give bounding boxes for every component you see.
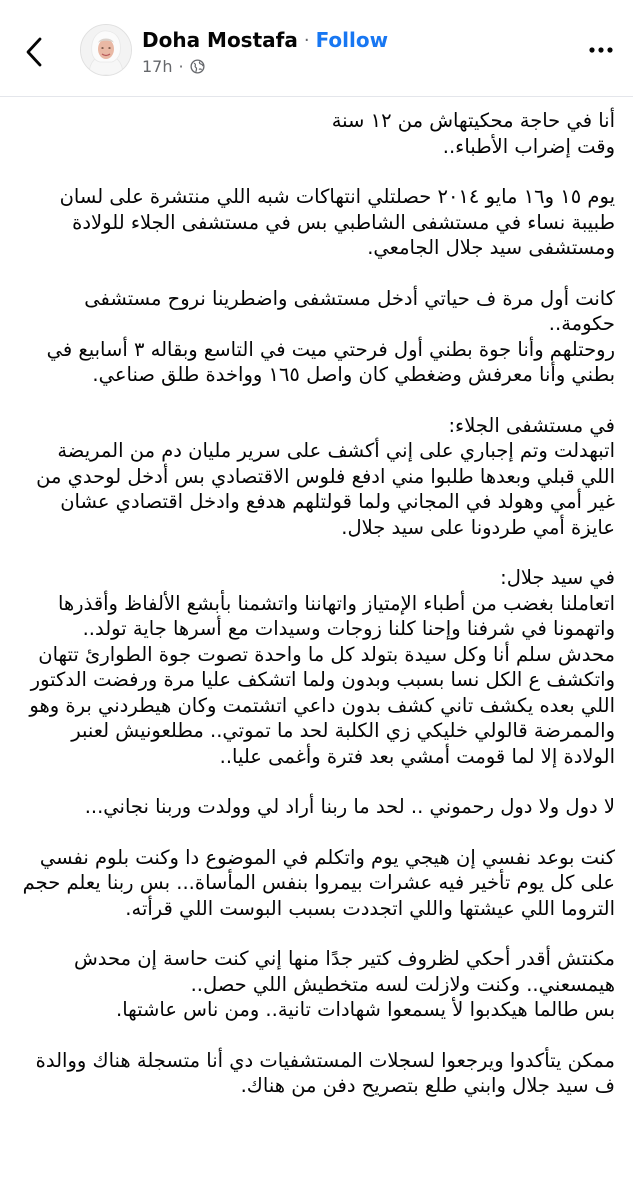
post-text-line: مكنتش أقدر أحكي لظروف كتير جدًا منها إني كنت حاسة إن محدش هيمسعني.. وكنت ولازلت لسه متخطيش اللي حصل.. — [73, 947, 615, 996]
author-row — [142, 28, 388, 52]
follow-button[interactable]: Follow — [315, 28, 389, 52]
post-header — [0, 0, 633, 97]
post-paragraph — [18, 946, 615, 1023]
post-meta — [142, 57, 205, 76]
post-text-line: ممكن يتأكدوا ويرجعوا لسجلات المستشفيات دي أنا متسجلة هناك ووالدة ف سيد جلال وابني طلع بتصريح دفن من هناك. — [35, 1048, 615, 1097]
more-options-button[interactable] — [583, 36, 619, 64]
author-avatar[interactable] — [80, 24, 132, 76]
post-text-line: في مستشفى الجلاء: — [448, 413, 615, 437]
meta-separator: · — [178, 57, 184, 76]
chevron-left-icon — [25, 37, 43, 67]
post-paragraph — [18, 108, 615, 159]
post-text-line: اتعاملنا بغضب من أطباء الإمتياز واتهاننا واتشمنا بأبشع الألفاظ وأقذرها واتهمونا في شرفنا وإحنا كلنا زوجات وسيدات مع أسرها جاية تولد.. — [57, 591, 615, 640]
globe-icon — [190, 59, 205, 74]
post-text-line: محدش سلم أنا وكل سيدة بتولد كل ما واحدة تصوت جوة الطوارئ تتهان واتكشف ع الكل نسا بسبب وبدون ولما اتشكف عليا مرة ورفضت الدكتور اللي بعده يكشف تاني كشف بدون داعي اتشتمت وكان هيطردني برة وهو والممرضة قالولي خليكي زي الكلبة لحد ما تموتي.. مطلعونيش لعنبر الولادة إلا لما قومت أمشي بعد فترة وأغمى عليا.. — [29, 642, 615, 768]
post-paragraph — [18, 286, 615, 388]
post-text-line: في سيد جلال: — [500, 566, 615, 589]
post-text-line: كنت بوعد نفسي إن هيجي يوم واتكلم في الموضوع دا وكنت بلوم نفسي على كل يوم تأخير فيه عشرات بيمروا بنفس المأساة... بس ربنا يعلم حجم التروما اللي عيشتها واللي اتجددت بسبب البوست اللي قرأته. — [22, 845, 615, 920]
post-text-line: يوم ١٥ و١٦ مايو ٢٠١٤ حصلتلي انتهاكات شبه اللي منتشرة على لسان طبيبة نساء في مستشفى الشاطبي بس في مستشفى الجلاء للولادة ومستشفى سيد جلال الجامعي. — [59, 185, 615, 259]
post-paragraph — [18, 565, 615, 769]
post-text-line: أنا في حاجة محكيتهاش من ١٢ سنة — [331, 109, 615, 132]
post-body — [18, 108, 615, 1124]
post-timestamp[interactable]: 17h — [142, 57, 173, 76]
post-text-line: بس طالما هيكدبوا لأ يسمعوا شهادات تانية.. ومن ناس عاشتها. — [116, 998, 615, 1021]
post-text-line: كانت أول مرة ف حياتي أدخل مستشفى واضطرينا نروح مستشفى حكومة.. — [84, 286, 615, 335]
ellipsis-icon — [588, 46, 614, 54]
avatar-image — [81, 25, 131, 75]
name-separator: · — [303, 29, 310, 51]
post-paragraph — [18, 1048, 615, 1099]
post-text-line: روحتلهم وأنا جوة بطني أول فرحتي ميت في التاسع وبقاله ٣ أسابيع في بطني وأنا معرفش وضغطي كان واصل ١٦٥ وواخدة طلق صناعي. — [46, 337, 615, 386]
post-text-line: لا دول ولا دول رحموني .. لحد ما ربنا أراد لي وولدت وربنا نجاني... — [84, 795, 615, 818]
author-name[interactable]: Doha Mostafa — [142, 28, 298, 52]
post-text-line: اتبهدلت وتم إجباري على إني أكشف على سرير مليان دم من المريضة اللي قبلي وبعدها طلبوا مني ادفع فلوس الاقتصادي بس أدخل لوحدي من غير أمي وهولد في المجاني ولما قولتلهم هدفع وادخل اقتصادي عشان عايزة أمي طردونا على سيد جلال. — [36, 439, 615, 539]
back-button[interactable] — [14, 30, 54, 74]
post-paragraph — [18, 184, 615, 261]
post-paragraph — [18, 413, 615, 541]
post-paragraph — [18, 845, 615, 922]
post-text-line: وقت إضراب الأطباء.. — [442, 134, 615, 158]
post-paragraph — [18, 794, 615, 820]
